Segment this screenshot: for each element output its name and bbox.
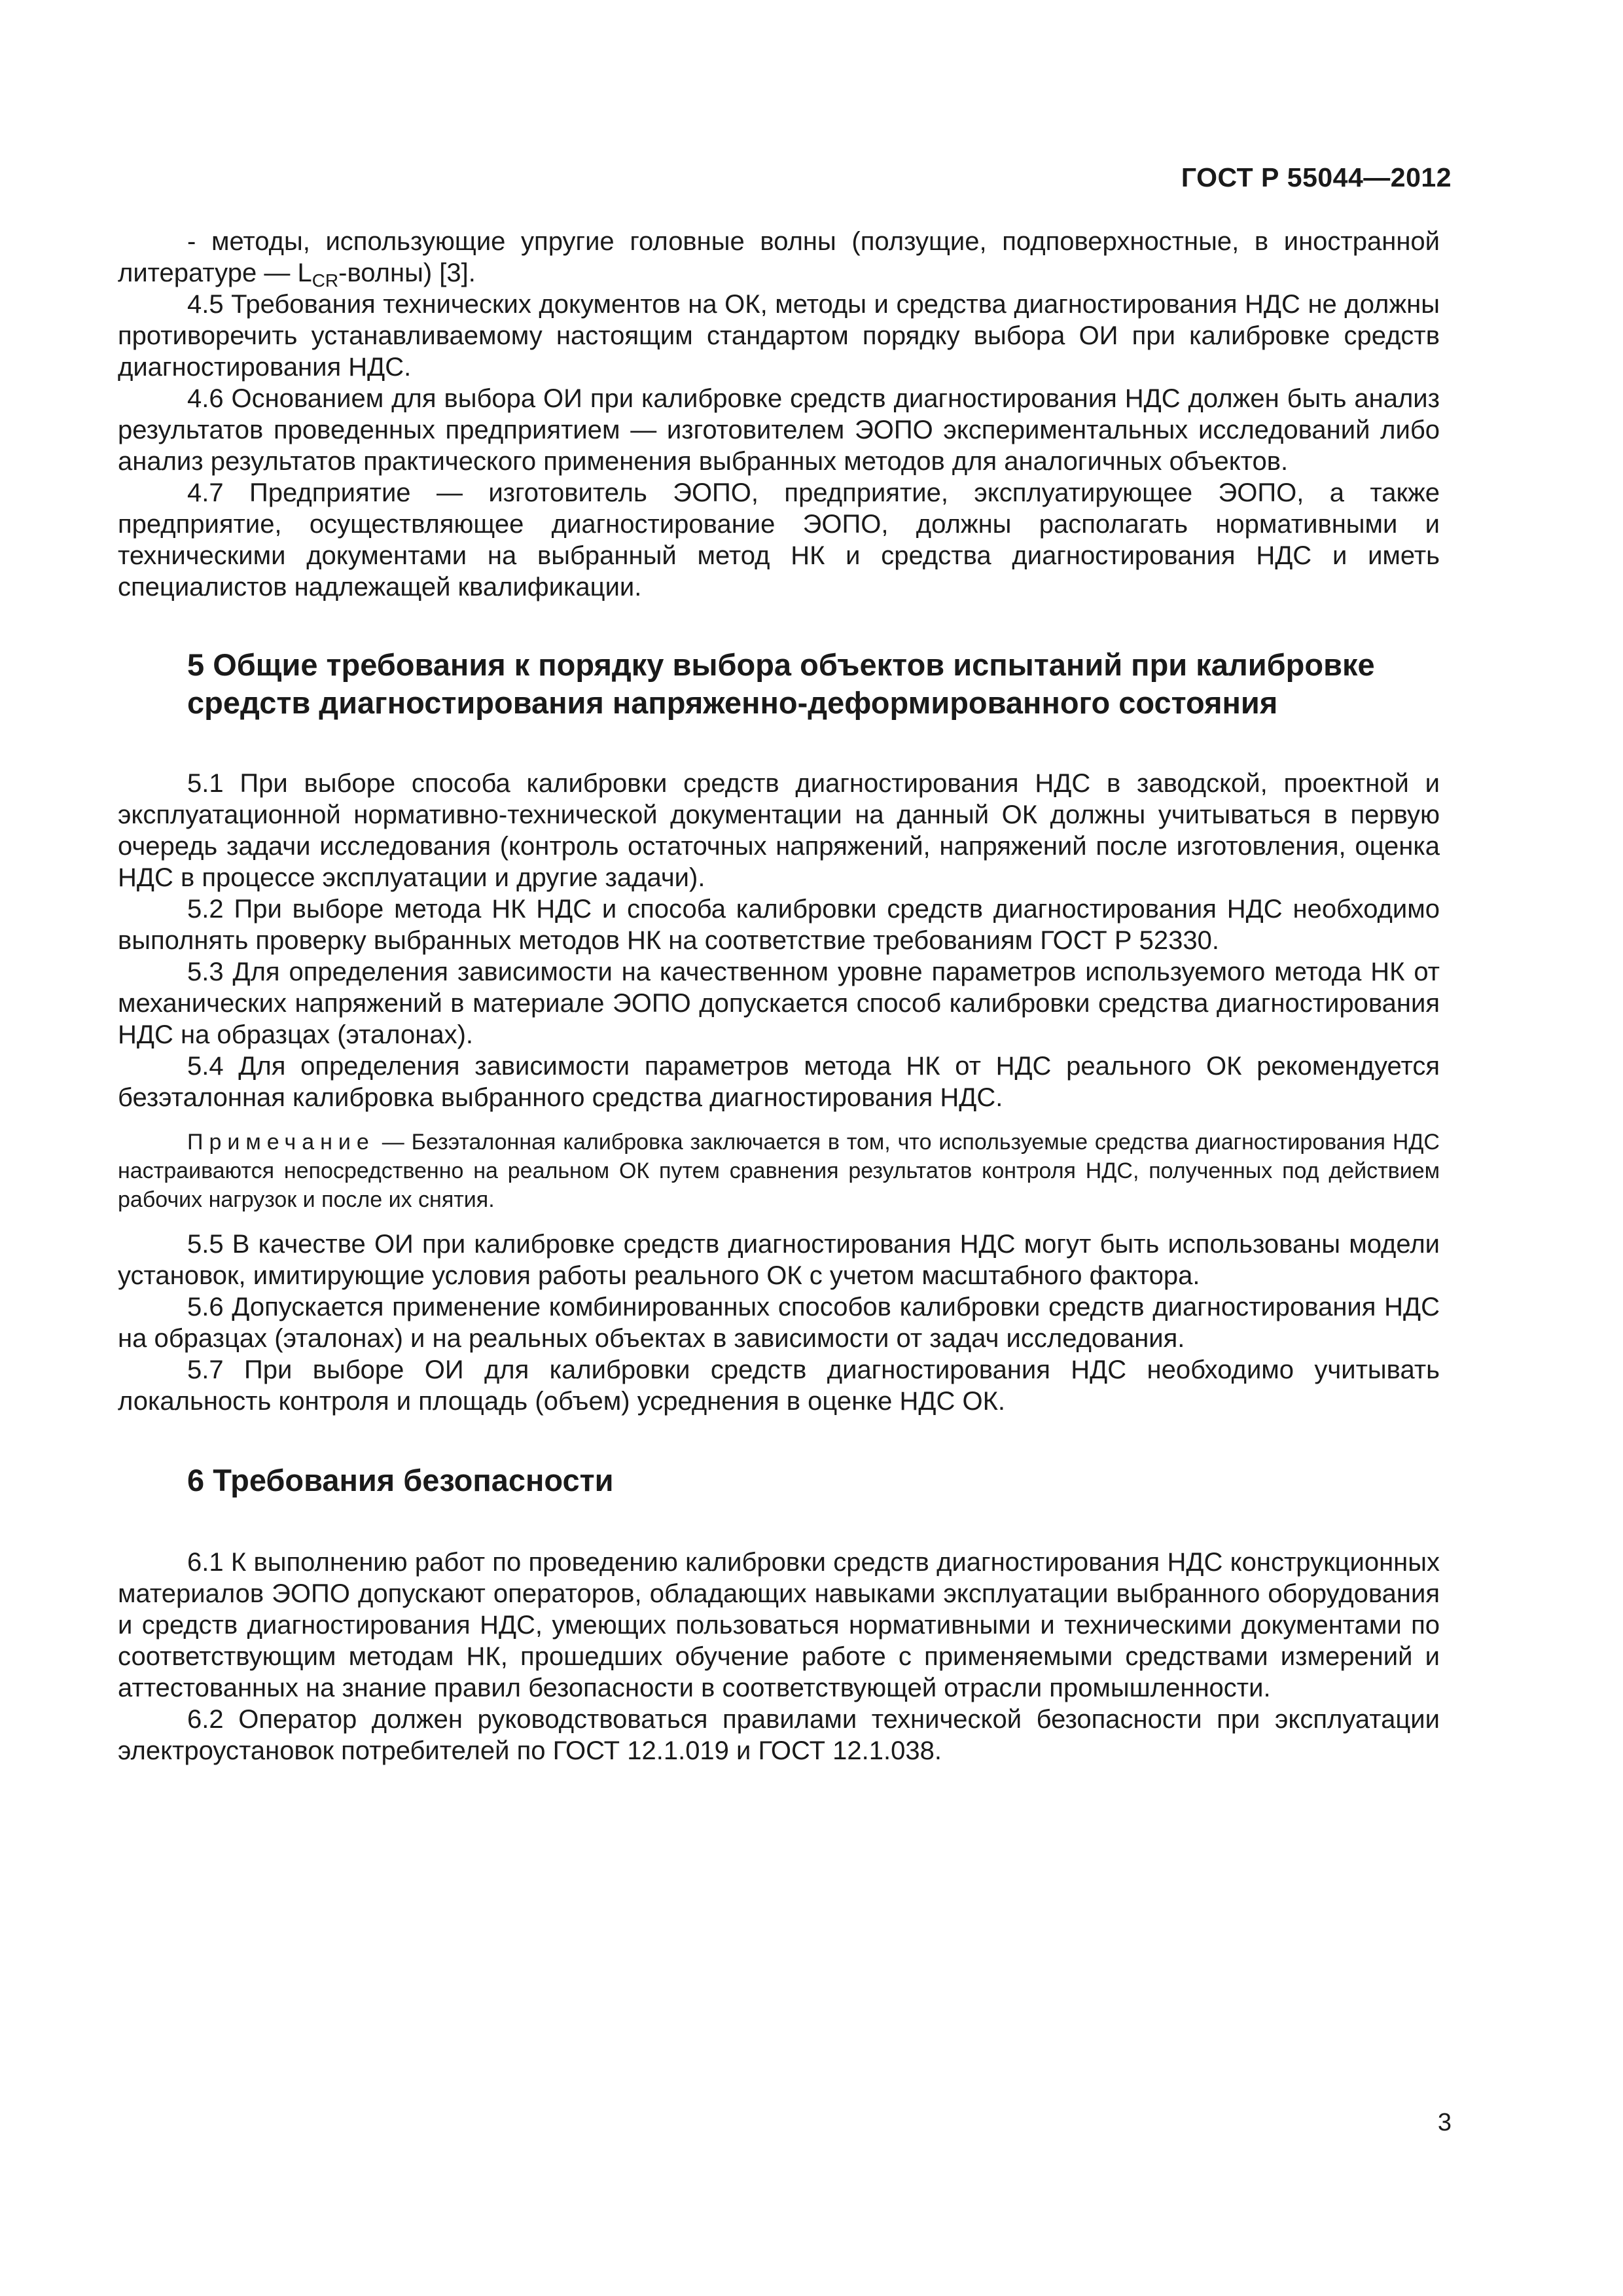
paragraph-5-1: 5.1 При выборе способа калибровки средств диагностирования НДС в заводской, проектной и эксплуатационной нормативно-технической документации на данный ОК должны учитываться в первую очередь задачи исследования (контроль остаточных напряжений, напряжений после изготовления, оценка НДС в процессе эксплуатации и другие задачи). (118, 769, 1440, 892)
paragraph-5-7: 5.7 При выборе ОИ для калибровки средств диагностирования НДС необходимо учитывать локальность контроля и площадь (объем) усреднения в оценке НДС ОК. (118, 1355, 1440, 1416)
paragraph-6-1: 6.1 К выполнению работ по проведению калибровки средств диагностирования НДС конструкционных материалов ЭОПО допускают операторов, обладающих навыками эксплуатации выбранного оборудования и средств диагностирования НДС, умеющих пользоваться нормативными и техническими документами по соответствующим методам НК, прошедших обучение работе с применяемыми средствами измерений и аттестованных на знание правил безопасности в соответствующей отрасли промышленности. (118, 1548, 1440, 1702)
dash-item-text: - методы, использующие упругие головные волны (ползущие, подповерхностные, в иностранной литературе — L (118, 227, 1440, 287)
section-5-heading-line1: 5 Общие требования к порядку выбора объектов испытаний при калибровке (187, 647, 1375, 682)
dash-item-text-end: -волны) [3]. (338, 259, 476, 287)
section-6-heading: 6 Требования безопасности (187, 1463, 614, 1498)
document-body (118, 226, 1440, 1767)
paragraph-5-6: 5.6 Допускается применение комбинированных способов калибровки средств диагностирования НДС на образцах (эталонах) и на реальных объектах в зависимости от задач исследования. (118, 1293, 1440, 1353)
paragraph-5-5: 5.5 В качестве ОИ при калибровке средств диагностирования НДС могут быть использованы модели установок, имитирующие условия работы реального ОК с учетом масштабного фактора. (118, 1230, 1440, 1290)
paragraph-4-7: 4.7 Предприятие — изготовитель ЭОПО, предприятие, эксплуатирующее ЭОПО, а также предприятие, осуществляющее диагностирование ЭОПО, должны располагать нормативными и техническими документами на выбранный метод НК и средства диагностирования НДС и иметь специалистов надлежащей квалификации. (118, 478, 1440, 601)
paragraph-4-5: 4.5 Требования технических документов на ОК, методы и средства диагностирования НДС не должны противоречить устанавливаемому настоящим стандартом порядку выбора ОИ при калибровке средств диагностирования НДС. (118, 290, 1440, 382)
dash-list-item (118, 226, 1440, 289)
note-block (118, 1128, 1440, 1214)
paragraph-5-3: 5.3 Для определения зависимости на качественном уровне параметров используемого метода НК от механических напряжений в материале ЭОПО допускается способ калибровки средства диагностирования НДС на образцах (эталонах). (118, 958, 1440, 1049)
section-5-heading-line2: средств диагностирования напряженно-деформированного состояния (187, 685, 1278, 720)
section-5-heading (118, 646, 1440, 722)
paragraph-5-4: 5.4 Для определения зависимости параметров метода НК от НДС реального ОК рекомендуется безэталонная калибровка выбранного средства диагностирования НДС. (118, 1052, 1440, 1112)
note-label: Примечание (187, 1130, 375, 1155)
page-number: 3 (1437, 2109, 1452, 2136)
paragraph-5-2: 5.2 При выборе метода НК НДС и способа калибровки средств диагностирования НДС необходимо выполнять проверку выбранных методов НК на соответствие требованиям ГОСТ Р 52330. (118, 895, 1440, 955)
note-text: — Безэталонная калибровка заключается в том, что используемые средства диагностирования НДС настраиваются непосредственно на реальном ОК путем сравнения результатов контроля НДС, полученных под действием рабочих нагрузок и после их снятия. (118, 1130, 1440, 1212)
document-header-id: ГОСТ Р 55044—2012 (1181, 162, 1452, 192)
dash-item-subscript: CR (312, 270, 339, 291)
paragraph-6-2: 6.2 Оператор должен руководствоваться правилами технической безопасности при эксплуатации электроустановок потребителей по ГОСТ 12.1.019 и ГОСТ 12.1.038. (118, 1705, 1440, 1765)
paragraph-4-6: 4.6 Основанием для выбора ОИ при калибровке средств диагностирования НДС должен быть анализ результатов проведенных предприятием — изготовителем ЭОПО экспериментальных исследований либо анализ результатов практического применения выбранных методов для аналогичных объектов. (118, 384, 1440, 476)
